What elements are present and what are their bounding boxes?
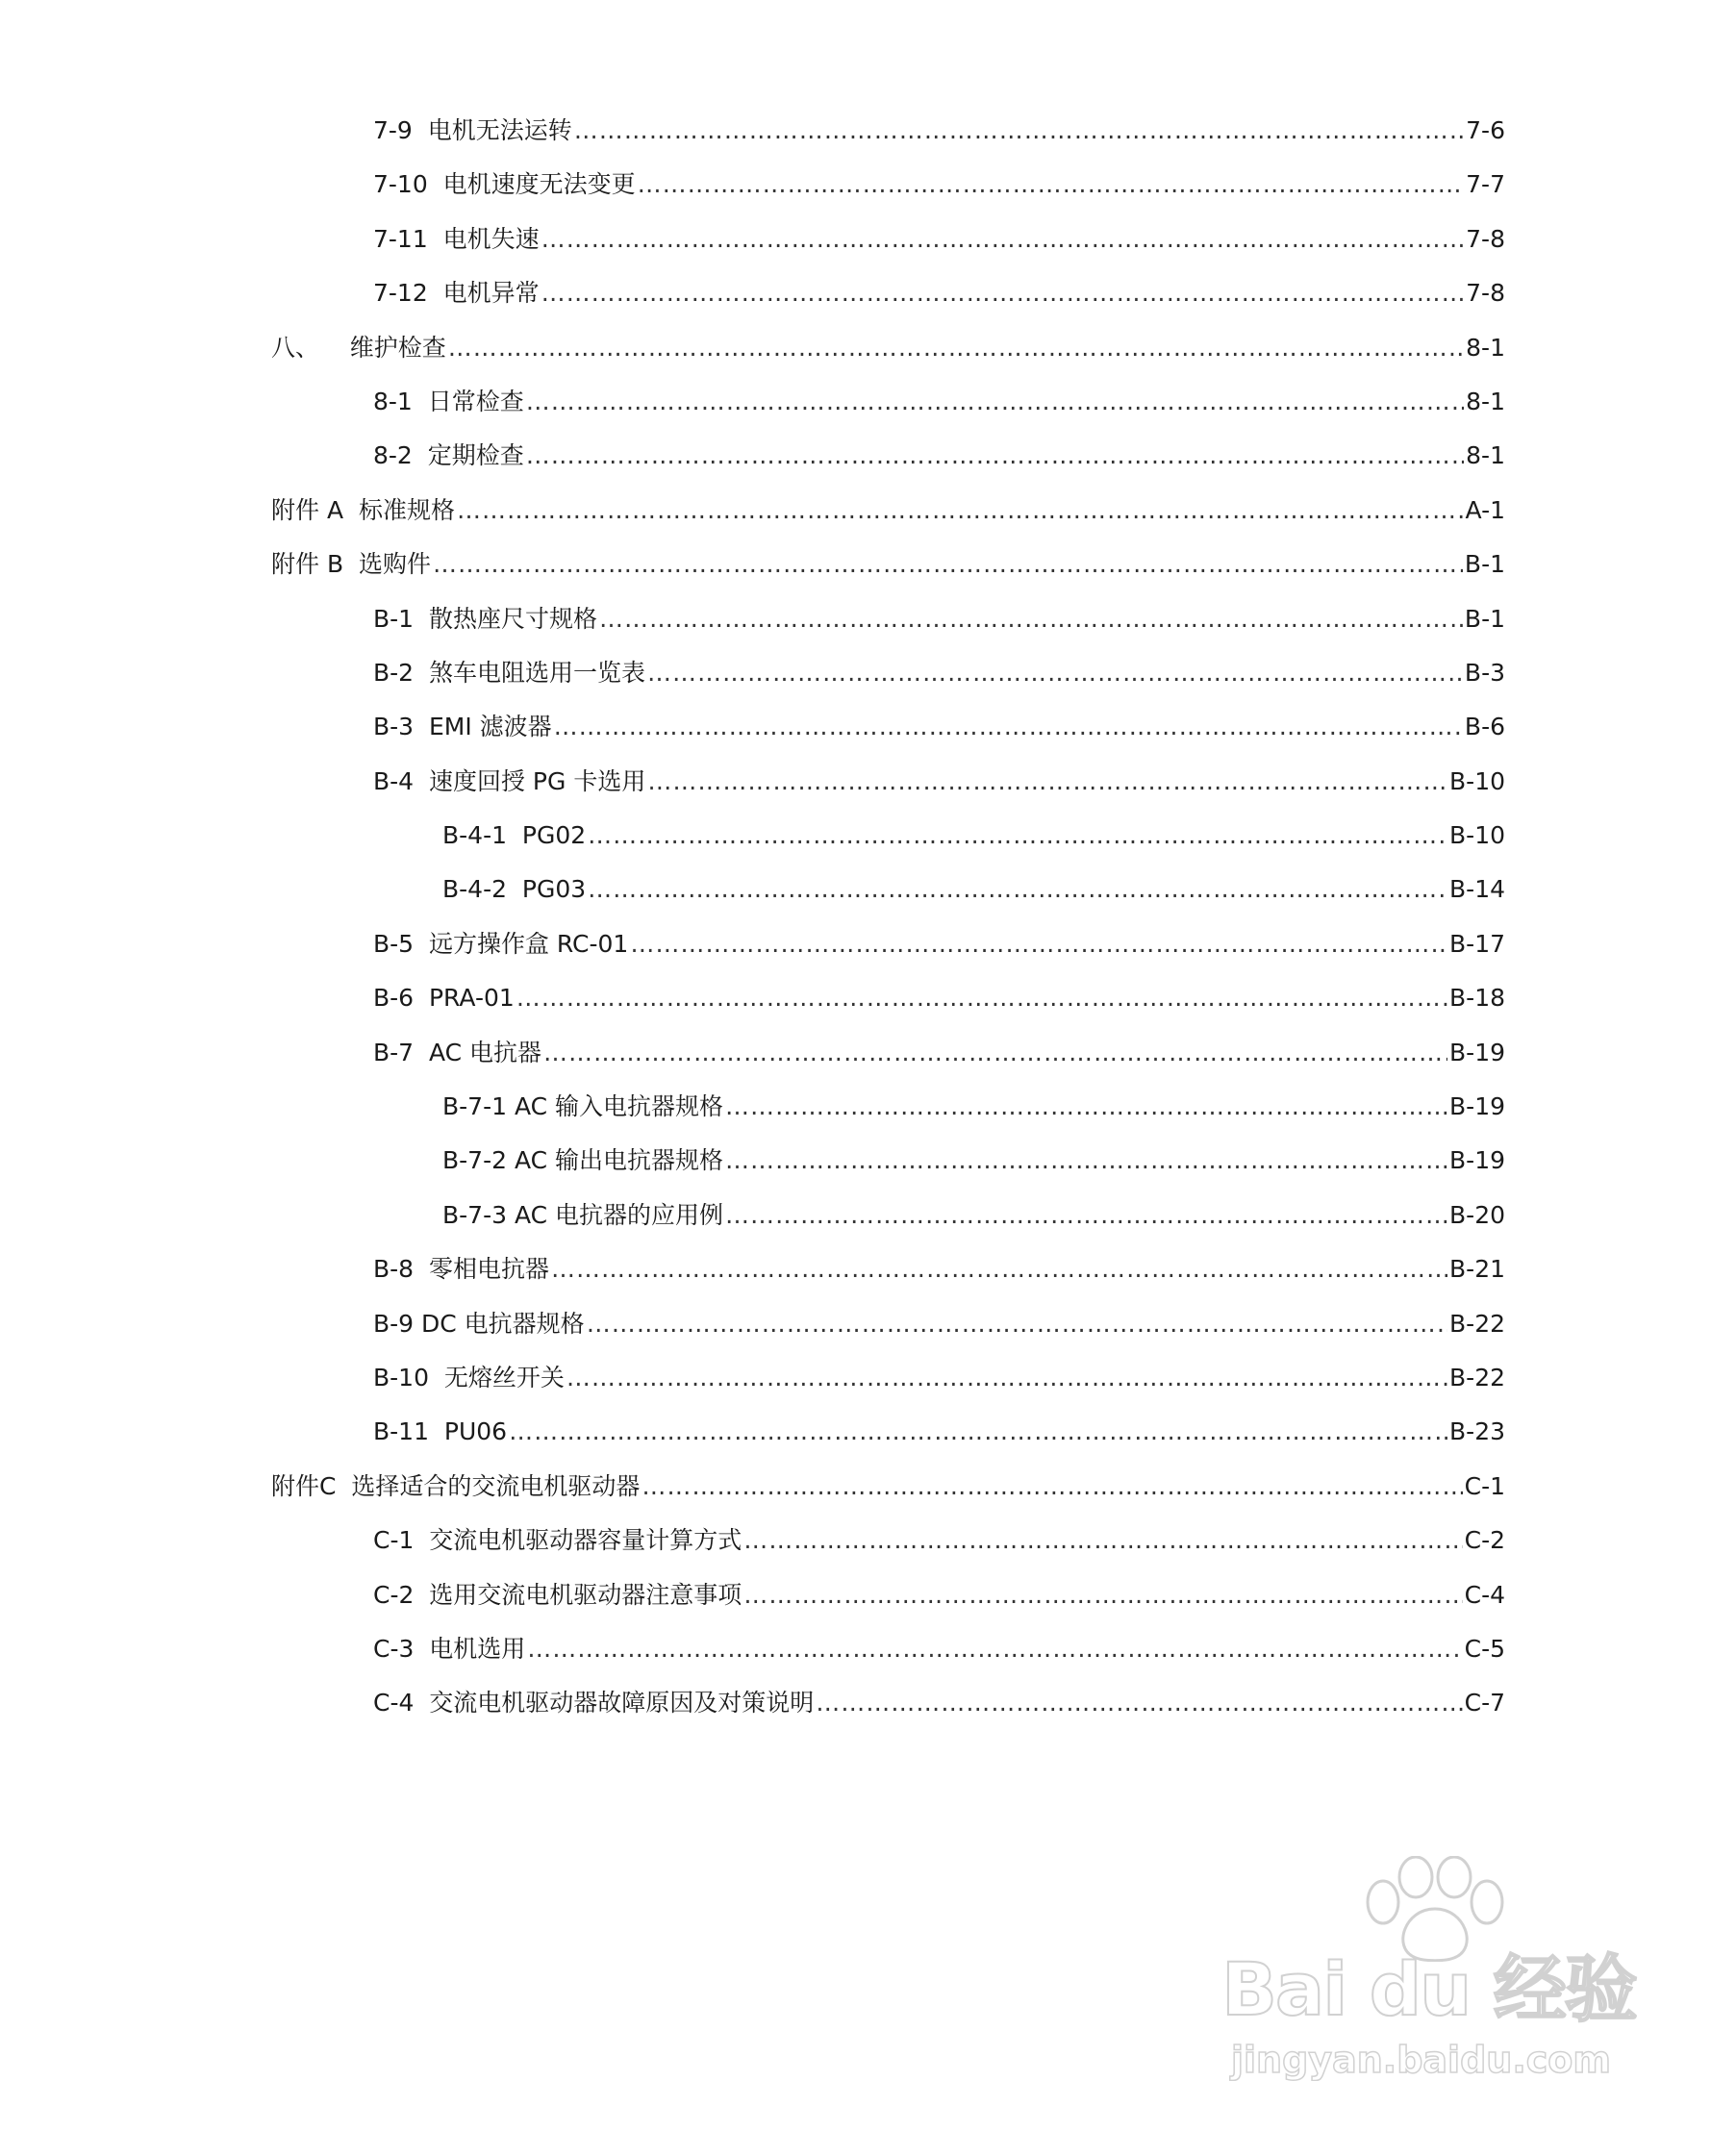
watermark-logo-text: Bai du 经验 — [1221, 1946, 1636, 2032]
toc-entry-page: C-1 — [1464, 1471, 1505, 1500]
toc-entry-title: 附件 B 选购件 — [271, 550, 431, 579]
toc-dot-leader — [725, 1080, 1447, 1134]
toc-entry-page: 8-1 — [1466, 441, 1505, 470]
toc-dot-leader — [526, 429, 1464, 483]
toc-entry-title: B-1 散热座尺寸规格 — [373, 604, 597, 633]
toc-entry — [0, 104, 1736, 158]
toc-entry-title: B-6 PRA-01 — [373, 984, 515, 1013]
toc-entry-page: B-3 — [1464, 658, 1505, 687]
toc-dot-leader — [527, 1622, 1462, 1676]
toc-entry-page: 7-6 — [1466, 116, 1505, 144]
toc-dot-leader — [647, 755, 1447, 809]
toc-entry — [0, 429, 1736, 483]
toc-entry — [0, 1134, 1736, 1188]
toc-entry-title: C-3 电机选用 — [373, 1634, 526, 1663]
toc-entry — [0, 1405, 1736, 1459]
toc-dot-leader — [554, 700, 1463, 754]
toc-entry — [0, 1460, 1736, 1514]
toc-entry-title: B-7-2 AC 输出电抗器规格 — [442, 1146, 724, 1175]
toc-entry — [0, 1080, 1736, 1134]
toc-entry-title: 附件 A 标准规格 — [271, 495, 455, 524]
toc-dot-leader — [587, 1297, 1447, 1351]
toc-dot-leader — [457, 484, 1464, 538]
toc-entry-page: B-21 — [1449, 1255, 1505, 1284]
toc-entry-page: B-1 — [1464, 550, 1505, 579]
toc-entry-title: B-8 零相电抗器 — [373, 1255, 549, 1284]
toc-entry — [0, 1189, 1736, 1242]
toc-entry-title: B-10 无熔丝开关 — [373, 1363, 565, 1391]
toc-dot-leader — [588, 809, 1447, 863]
toc-entry-title: B-7-1 AC 输入电抗器规格 — [442, 1092, 724, 1121]
toc-dot-leader — [599, 592, 1463, 646]
toc-entry — [0, 266, 1736, 320]
toc-entry-page: B-17 — [1449, 929, 1505, 958]
toc-entry-page: B-10 — [1449, 821, 1505, 850]
toc-dot-leader — [630, 917, 1447, 971]
toc-entry-page: B-20 — [1449, 1200, 1505, 1229]
toc-entry-title: B-4-2 PG03 — [442, 875, 587, 904]
toc-dot-leader — [588, 863, 1447, 916]
toc-entry-title: B-5 远方操作盒 RC-01 — [373, 929, 629, 958]
toc-entry-title: 八、 维护检查 — [271, 333, 446, 362]
toc-dot-leader — [543, 1026, 1447, 1080]
toc-entry-page: C-7 — [1464, 1689, 1505, 1717]
toc-dot-leader — [642, 1460, 1462, 1514]
toc-dot-leader — [551, 1242, 1447, 1296]
toc-dot-leader — [516, 971, 1447, 1025]
toc-entry — [0, 1514, 1736, 1567]
toc-entry — [0, 971, 1736, 1025]
toc-entry-page: 8-1 — [1466, 387, 1505, 415]
toc-entry-title: B-7-3 AC 电抗器的应用例 — [442, 1200, 724, 1229]
toc-entry-title: B-9 DC 电抗器规格 — [373, 1309, 585, 1338]
toc-entry-page: B-22 — [1449, 1363, 1505, 1391]
toc-entry-page: A-1 — [1465, 495, 1505, 524]
toc-entry — [0, 538, 1736, 591]
toc-entry-title: C-2 选用交流电机驱动器注意事项 — [373, 1580, 742, 1609]
toc-entry-page: B-19 — [1449, 1146, 1505, 1175]
toc-entry-page: B-19 — [1449, 1038, 1505, 1066]
toc-entry — [0, 1676, 1736, 1730]
toc-entry-page: B-1 — [1464, 604, 1505, 633]
toc-entry-page: C-5 — [1464, 1634, 1505, 1663]
toc-entry — [0, 1622, 1736, 1676]
toc-entry-title: 附件C 选择适合的交流电机驱动器 — [271, 1471, 641, 1500]
toc-dot-leader — [638, 158, 1465, 212]
toc-entry-page: 7-8 — [1466, 279, 1505, 308]
toc-dot-leader — [526, 375, 1464, 429]
toc-entry-title: C-1 交流电机驱动器容量计算方式 — [373, 1526, 742, 1555]
toc-entry-page: B-10 — [1449, 766, 1505, 795]
toc-entry-page: B-6 — [1464, 713, 1505, 741]
toc-dot-leader — [647, 646, 1463, 700]
toc-entry-title: B-3 EMI 滤波器 — [373, 713, 552, 741]
toc-entry — [0, 1351, 1736, 1405]
toc-dot-leader — [743, 1514, 1462, 1567]
baidu-jingyan-watermark — [1221, 1856, 1664, 2096]
toc-dot-leader — [433, 538, 1463, 591]
toc-dot-leader — [566, 1351, 1447, 1405]
toc-entry-page: 7-7 — [1466, 170, 1505, 199]
toc-entry — [0, 863, 1736, 916]
toc-entry — [0, 1568, 1736, 1622]
toc-dot-leader — [816, 1676, 1462, 1730]
toc-dot-leader — [743, 1568, 1462, 1622]
toc-entry — [0, 1242, 1736, 1296]
toc-entry-title: B-7 AC 电抗器 — [373, 1038, 542, 1066]
toc-entry — [0, 158, 1736, 212]
toc-entry — [0, 375, 1736, 429]
toc-entry-title: B-11 PU06 — [373, 1417, 508, 1446]
toc-entry-title: 7-10 电机速度无法变更 — [373, 170, 636, 199]
toc-entry-title: C-4 交流电机驱动器故障原因及对策说明 — [373, 1689, 815, 1717]
toc-entry — [0, 809, 1736, 863]
toc-entry — [0, 321, 1736, 375]
toc-entry-title: 7-12 电机异常 — [373, 279, 540, 308]
toc-entry-title: B-2 煞车电阻选用一览表 — [373, 658, 645, 687]
toc-entry-title: 8-2 定期检查 — [373, 441, 524, 470]
toc-dot-leader — [725, 1134, 1447, 1188]
toc-entry — [0, 484, 1736, 538]
toc-entry-title: B-4-1 PG02 — [442, 821, 587, 850]
toc-entry — [0, 700, 1736, 754]
toc-entry-title: 8-1 日常检查 — [373, 387, 524, 415]
toc-entry — [0, 646, 1736, 700]
toc-entry-title: B-4 速度回授 PG 卡选用 — [373, 766, 646, 795]
toc-dot-leader — [509, 1405, 1447, 1459]
watermark-url: jingyan.baidu.com — [1231, 2039, 1611, 2081]
toc-entry-page: 8-1 — [1466, 333, 1505, 362]
toc-entry-page: B-14 — [1449, 875, 1505, 904]
toc-entry — [0, 1026, 1736, 1080]
toc-dot-leader — [574, 104, 1464, 158]
toc-entry-page: B-19 — [1449, 1092, 1505, 1121]
toc-dot-leader — [541, 213, 1465, 266]
toc-entry-title: 7-9 电机无法运转 — [373, 116, 572, 144]
toc-dot-leader — [725, 1189, 1447, 1242]
toc-entry-page: B-18 — [1449, 984, 1505, 1013]
toc-dot-leader — [448, 321, 1464, 375]
toc-entry-page: B-23 — [1449, 1417, 1505, 1446]
toc-entry — [0, 917, 1736, 971]
toc-entry-title: 7-11 电机失速 — [373, 224, 540, 253]
toc-entry-page: B-22 — [1449, 1309, 1505, 1338]
toc-entry — [0, 755, 1736, 809]
toc-entry — [0, 592, 1736, 646]
toc-dot-leader — [541, 266, 1465, 320]
toc-entry — [0, 213, 1736, 266]
table-of-contents — [0, 104, 1736, 1731]
toc-entry-page: C-4 — [1464, 1580, 1505, 1609]
toc-entry-page: 7-8 — [1466, 224, 1505, 253]
toc-entry-page: C-2 — [1464, 1526, 1505, 1555]
toc-entry — [0, 1297, 1736, 1351]
